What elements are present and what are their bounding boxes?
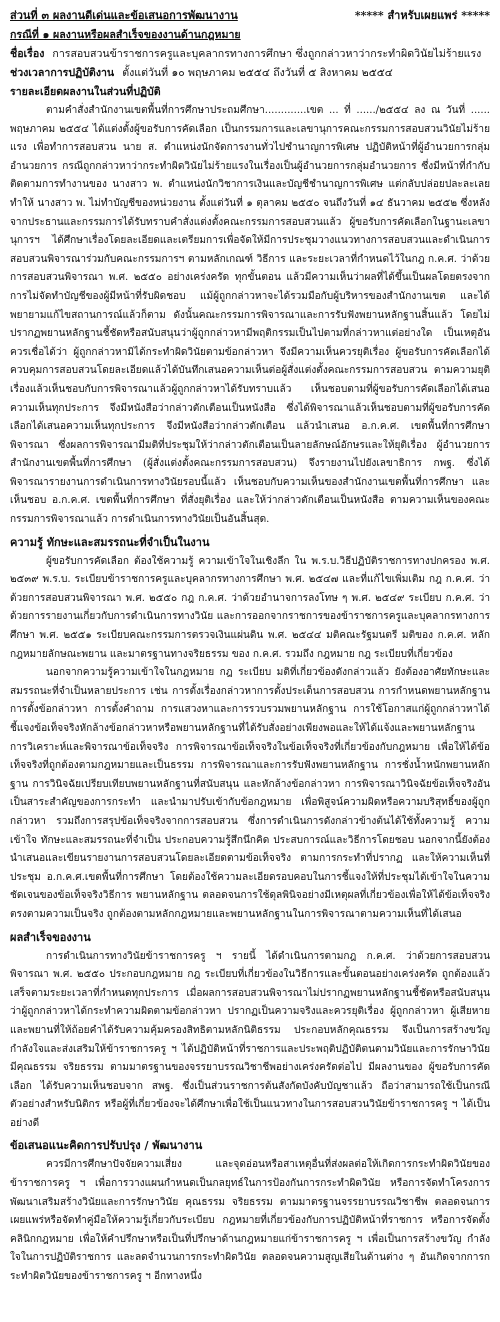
subject-value: การสอบสวนข้าราชการครูและบุคลากรทางการศึกษา ซึ่งถูกกล่าวหาว่ากระทำผิดวินัยไม่ร้ายแรง: [52, 48, 482, 60]
document-header: [10, 6, 490, 26]
case-title: กรณีที่ ๑ ผลงานหรือผลสำเร็จของงานด้านกฎหมาย: [10, 29, 241, 41]
subject-row: [10, 45, 490, 64]
subject-label: ชื่อเรื่อง: [10, 48, 45, 60]
knowledge-heading: ความรู้ ทักษะและสมรรถนะที่จำเป็นในงาน: [10, 535, 210, 549]
suggestions-heading: ข้อเสนอแนะคิดการปรับปรุง / พัฒนางาน: [10, 1139, 203, 1153]
body-paragraph-3: นอกจากความรู้ความเข้าใจในกฎหมาย กฎ ระเบียบ มติที่เกี่ยวข้องดังกล่าวแล้ว ยังต้องอาศัยทักษะและสมรรถนะที่จำเป็นหลายประการ เช่น การตั้งเรื่องกล่าวหาการตั้งประเด็นการสอบสวน การกำหนดพยานหลักฐาน การตั้งข้อกล่าวหา การตั้งคำถาม การแสวงหาและการรวบรวมพยานหลักฐาน การใช้โอกาสแก่ผู้ถูกกล่าวหาได้ชี้แจงข้อเท็จจริงหักล้างข้อกล่าวหาหรือพยานหลักฐานที่ได้รับสั่งอย่างเพียงพอและให้ได้แจ้งและพยานหลักฐาน การวิเคราะห์และพิจารณาข้อเท็จจริง การพิจารณาข้อเท็จจริงในข้อเท็จจริงที่เกี่ยวข้องกับกฎหมาย เพื่อให้ได้ข้อเท็จจริงที่ถูกต้องตามกฎหมายและเป็นธรรม การพิจารณาและการรับฟังพยานหลักฐาน การชั่งน้ำหนักพยานหลักฐาน การวินิจฉัยเปรียบเทียบพยานหลักฐานที่สนับสนุน และหักล้างข้อกล่าวหา การพิจารณาวินิจฉัยข้อเท็จจริงอันเป็นสาระสำคัญของการกระทำ และนำมาปรับเข้ากับข้อกฎหมาย เพื่อพิสูจน์ความผิดหรือความบริสุทธิ์ของผู้ถูกกล่าวหา รวมถึงการสรุปข้อเท็จจริงจากการสอบสวน ซึ่งการดำเนินการดังกล่าวข้างต้นได้ใช้ทั้งความรู้ ความเข้าใจ ทักษะและสมรรถนะที่จำเป็น ประกอบความรู้สึกนึกคิด ประสบการณ์และวิธีการโดยชอบ นอกจากนี้ยังต้องนำเสนอและเขียนรายงานการสอบสวนโดยละเอียดตามข้อเท็จจริง ตามการกระทำที่ปรากฏ และให้ความเห็นที่ประชุม อ.ก.ค.ศ.เขตพื้นที่การศึกษา โดยต้องใช้ความละเอียดรอบคอบในการชี้แจงให้ที่ประชุมได้เข้าใจในความชัดเจนของข้อเท็จจริงวิธีการ พยานหลักฐาน ตลอดจนการใช้ดุลพินิจอย่างมีเหตุผลที่เกี่ยวข้องเพื่อให้ได้ข้อเท็จจริงตรงตามความเป็นจริง ถูกต้องตามหลักกฎหมายและพยานหลักฐานในการพิจารณาตามความเห็นที่ได้เสนอ: [10, 667, 490, 920]
part-title: ส่วนที่ ๓ ผลงานดีเด่นและข้อเสนอการพัฒนางาน: [10, 9, 238, 22]
body-paragraph-5: ควรมีการศึกษาปัจจัยความเสี่ยง และจุดอ่อนหรือสาเหตุอื่นที่ส่งผลต่อให้เกิดการกระทำผิดวินัยของข้าราชการครู ฯ เพื่อการวางแผนกำหนดเป็นกลยุทธ์ในการป้องกันการกระทำผิดวินัย หรือการจัดทำโครงการพัฒนาเสริมสร้างวินัยและการรักษาวินัย คุณธรรม จริยธรรม ตามมาตรฐานจรรยาบรรณวิชาชีพ ตลอดจนการเผยแพร่หรือจัดทำคู่มือให้ความรู้เกี่ยวกับระเบียบ กฎหมายที่เกี่ยวข้องกับการปฏิบัติหน้าที่ราชการ หรือการจัดตั้งคลินิกกฎหมาย เพื่อให้คำปรึกษาหรือเป็นที่ปรึกษาด้านกฎหมายแก่ข้าราชการครู ฯ เพื่อเป็นการสร้างขวัญ กำลังใจในการปฏิบัติราชการ และลดจำนวนการกระทำผิดวินัย ตลอดจนความสูญเสียในด้านต่าง ๆ อันเกิดจากการกระทำผิดวินัยของข้าราชการครู ฯ อีกทางหนึ่ง: [10, 1159, 490, 1283]
details-heading: รายละเอียดผลงานในส่วนที่ปฏิบัติ: [10, 86, 161, 98]
period-row: [10, 64, 490, 83]
body-paragraph-1: ตามคำสั่งสำนักงานเขตพื้นที่การศึกษาประถมศึกษา.............เขต ... ที่ ....../๒๕๕๔ ลง ณ วันที่ ...... พฤษภาคม ๒๕๕๔ ได้แต่งตั้งผู้ขอรับการคัดเลือก เป็นกรรมการและเลขานุการคณะกรรมการสอบสวนวินัยไม่ร้ายแรง เพื่อทำการสอบสวน นาย ส. ตำแหน่งนักจัดการงานทั่วไปชำนาญการพิเศษ ปฏิบัติหน้าที่ผู้อำนวยการกลุ่มอำนวยการ กรณีถูกกล่าวหาว่ากระทำผิดวินัยไม่ร้ายแรงในเรื่องเป็นผู้อำนวยการกลุ่มอำนวยการ ซึ่งมีหน้าที่กำกับ ติดตามการทำงานของ นางสาว พ. ตำแหน่งนักวิชาการเงินและบัญชีชำนาญการพิเศษ แต่กลับปล่อยปละละเลยทำให้ นางสาว พ. ไม่ทำบัญชีของหน่วยงาน ตั้งแต่วันที่ ๑ ตุลาคม ๒๕๕๐ จนถึงวันที่ ๑๔ ธันวาคม ๒๕๕๒ ซึ่งหลังจากประธานและกรรมการได้รับทราบคำสั่งแต่งตั้งคณะกรรมการสอบสวนแล้ว ผู้ขอรับการคัดเลือกในฐานะเลขานุการฯ ได้ศึกษาเรื่องโดยละเอียดและเตรียมการเพื่อจัดให้มีการประชุมวางแนวทางการสอบสวนและดำเนินการสอบสวนพิจารณาร่วมกับคณะกรรมการฯ ตามหลักเกณฑ์ วิธีการ และระยะเวลาที่กำหนดไว้ในกฎ ก.ค.ศ. ว่าด้วยการสอบสวนพิจารณา พ.ศ. ๒๕๕๐ อย่างเคร่งครัด ทุกขั้นตอน แล้วมีความเห็นว่าผลที่ได้ขึ้นเป็นผลโดยตรงจากการไม่จัดทำบัญชีของผู้มีหน้าที่รับผิดชอบ แม้ผู้ถูกกล่าวหาจะได้รวมมือกับผู้บริหารของสำนักงานเขต และได้พยายามแก้ไขสถานการณ์แล้วก็ตาม ดังนั้นคณะกรรมการพิจารณาและการรับฟังพยานหลักฐานสิ้นแล้ว โดยไม่ปรากฏพยานหลักฐานชี้ชัดหรือสนับสนุนว่าผู้ถูกกล่าวหามีพฤติกรรมเป็นไปตามที่กล่าวหาแต่อย่างใด เป็นเหตุอันควรเชื่อได้ว่า ผู้ถูกกล่าวหามิได้กระทำผิดวินัยตามข้อกล่าวหา จึงมีความเห็นควรยุติเรื่อง ผู้ขอรับการคัดเลือกได้ควบคุมการสอบสวนโดยละเอียดแล้วได้บันทึกเสนอความเห็นต่อผู้สั่งแต่งตั้งคณะกรรมการสอบสวน ตามความยุติเรื่องแล้วเห็นชอบกับการพิจารณาแล้วผู้ถูกกล่าวหาได้รับทราบแล้ว เห็นชอบตามที่ผู้ขอรับการคัดเลือกได้เสนอความเห็นทุกประการ จึงมีหนังสือว่ากล่าวตักเตือนเป็นหนังสือ ซึ่งได้พิจารณาแล้วเห็นชอบตามที่ผู้ขอรับการคัดเลือกได้เสนอความเห็นทุกประการ จึงมีหนังสือว่ากล่าวตักเตือน แล้วนำเสนอ อ.ก.ค.ศ. เขตพื้นที่การศึกษา พิจารณา ซึ่งผลการพิจารณามีมติที่ประชุมให้ว่ากล่าวตักเตือนเป็นลายลักษณ์อักษรและให้ยุติเรื่อง ผู้อำนวยการสำนักงานเขตพื้นที่การศึกษา (ผู้สั่งแต่งตั้งคณะกรรมการสอบสวน) จึงรายงานไปยังเลขาธิการ กพฐ. ซึ่งได้พิจารณารายงานการดำเนินการทางวินัยรอบนี้แล้ว เห็นชอบกับความเห็นของสำนักงานเขตพื้นที่การศึกษา และเห็นชอบ อ.ก.ค.ศ. เขตพื้นที่การศึกษา ที่สั่งยุติเรื่อง และให้ว่ากล่าวตักเตือนเป็นหนังสือ ตามความเห็นของคณะกรรมการพิจารณาแล้ว การดำเนินการทางวินัยเป็นอันสิ้นสุด.: [10, 105, 490, 526]
body-paragraph-2: ผู้ขอรับการคัดเลือก ต้องใช้ความรู้ ความเข้าใจในเชิงลึก ใน พ.ร.บ.วิธีปฏิบัติราชการทางปกครอง พ.ศ. ๒๕๓๙ พ.ร.บ. ระเบียบข้าราชการครูและบุคลากรทางการศึกษา พ.ศ. ๒๕๔๗ และที่แก้ไขเพิ่มเติม กฎ ก.ค.ศ. ว่าด้วยการสอบสวนพิจารณา พ.ศ. ๒๕๕๐ กฎ ก.ค.ศ. ว่าด้วยอำนาจการลงโทษ ๆ พ.ศ. ๒๕๔๙ ระเบียบ ก.ค.ศ. ว่าด้วยการรายงานเกี่ยวกับการดำเนินการทางวินัย และการออกจากราชการของข้าราชการครูและบุคลากรทางการศึกษา พ.ศ. ๒๕๕๑ ระเบียบคณะกรรมการตรวจเงินแผ่นดิน พ.ศ. ๒๕๔๔ มติคณะรัฐมนตรี มติของ ก.ค.ศ. หลักกฎหมายลักษณะพยาน และมาตรฐานทางจริยธรรม ของ ก.ค.ศ. รวมถึง กฎหมาย กฎ ระเบียบที่เกี่ยวข้อง: [10, 555, 490, 660]
results-heading: ผลสำเร็จของงาน: [10, 930, 91, 944]
body-paragraph-4: การดำเนินการทางวินัยข้าราชการครู ฯ รายนี้ ได้ดำเนินการตามกฎ ก.ค.ศ. ว่าด้วยการสอบสวนพิจารณา พ.ศ. ๒๕๕๐ ประกอบกฎหมาย กฎ ระเบียบที่เกี่ยวข้องในวิธีการและขั้นตอนอย่างเคร่งครัด ถูกต้องแล้วเสร็จตามระยะเวลาที่กำหนดทุกประการ เมื่อผลการสอบสวนพิจารณาไม่ปรากฏพยานหลักฐานชี้ชัดหรือสนับสนุนว่าผู้ถูกกล่าวหาได้กระทำความผิดตามข้อกล่าวหา ปรากฏเป็นความจริงและควรยุติเรื่อง ผู้ถูกกล่าวหา ผู้เสียหายและพยานที่ให้ถ้อยคำได้รับความคุ้มครองสิทธิตามหลักนิติธรรม ประกอบหลักคุณธรรม จึงเป็นการสร้างขวัญ กำลังใจและส่งเสริมให้ข้าราชการครู ฯ ได้ปฏิบัติหน้าที่ราชการและประพฤติปฏิบัติตนตามวินัยและการรักษาวินัย มีคุณธรรม จริยธรรม ตามมาตรฐานของจรรยาบรรณวิชาชีพอย่างเคร่งครัดต่อไป มีผลงานของ ผู้ขอรับการคัดเลือก ได้รับความเห็นชอบจาก สพฐ. ซึ่งเป็นส่วนราชการต้นสังกัดบังคับบัญชาแล้ว ถือว่าสามารถใช้เป็นกรณีตัวอย่างสำหรับนิติกร หรือผู้ที่เกี่ยวข้องจะได้ศึกษาเพื่อใช้เป็นแนวทางในการสอบสวนวินัยข้าราชการครู ฯ ได้เป็นอย่างดี: [10, 950, 490, 1129]
period-value: ตั้งแต่วันที่ ๑๐ พฤษภาคม ๒๕๕๔ ถึงวันที่ ๕ สิงหาคม ๒๕๕๔: [122, 67, 393, 79]
distribution-label: ***** สำหรับเผยแพร่ *****: [354, 9, 490, 22]
period-label: ช่วงเวลาการปฏิบัติงาน: [10, 67, 115, 79]
